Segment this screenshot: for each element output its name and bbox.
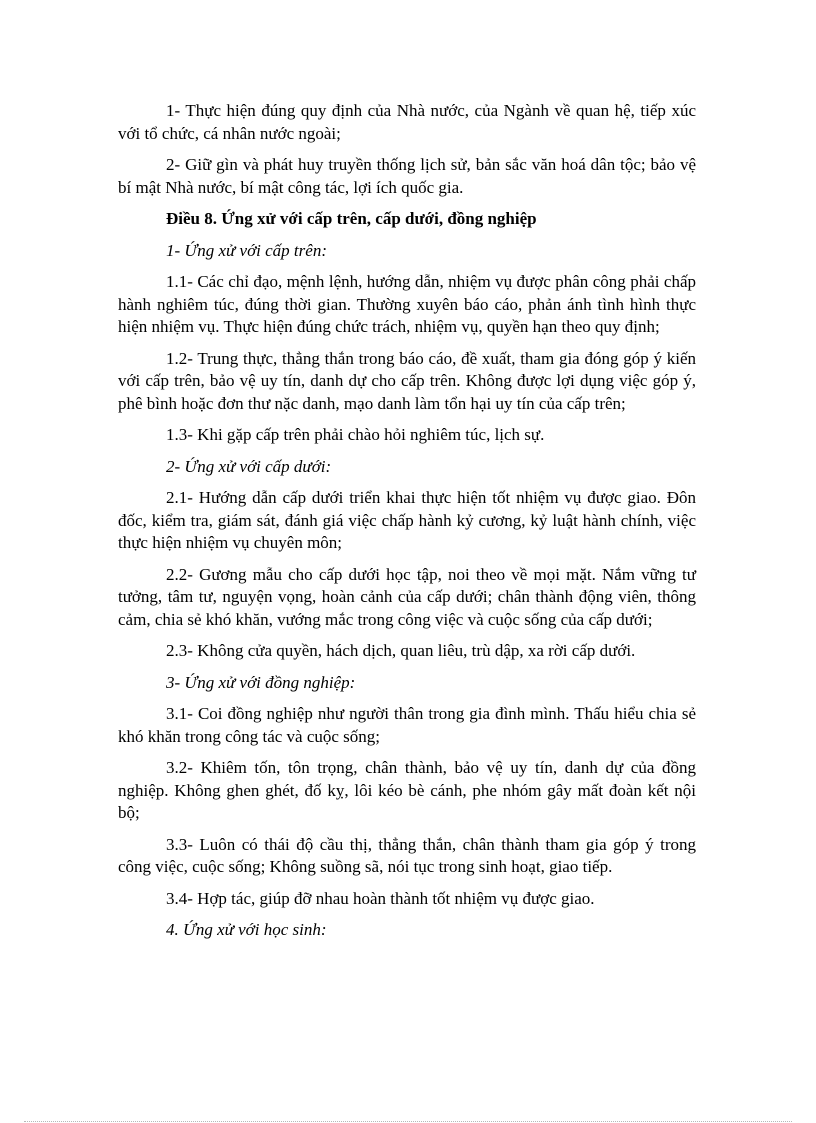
paragraph-1-1: 1.1- Các chỉ đạo, mệnh lệnh, hướng dẫn, nhiệm vụ được phân công phải chấp hành nghiêm túc, đúng thời gian. Thường xuyên báo cáo, phản ánh tình hình thực hiện nhiệm vụ. Thực hiện đúng chức trách, nhiệm vụ, quyền hạn theo quy định; <box>118 272 696 336</box>
article-8-heading: Điều 8. Ứng xử với cấp trên, cấp dưới, đồng nghiệp <box>166 209 537 228</box>
page-bottom-divider <box>24 1121 792 1122</box>
paragraph-3-4: 3.4- Hợp tác, giúp đỡ nhau hoàn thành tốt nhiệm vụ được giao. <box>166 888 595 908</box>
paragraph-2-2: 2.2- Gương mẫu cho cấp dưới học tập, noi theo về mọi mặt. Nắm vững tư tưởng, tâm tư, nguyện vọng, hoàn cảnh của cấp dưới; chân thành động viên, thông cảm, chia sẻ khó khăn, vướng mắc trong công việc và cuộc sống của cấp dưới; <box>118 564 696 629</box>
paragraph-3-1: 3.1- Coi đồng nghiệp như người thân trong gia đình mình. Thấu hiểu chia sẻ khó khăn trong công tác và cuộc sống; <box>118 704 696 746</box>
paragraph-3-3: 3.3- Luôn có thái độ cầu thị, thẳng thắn, chân thành tham gia góp ý trong công việc, cuộc sống; Không suồng sã, nói tục trong sinh hoạt, giao tiếp. <box>118 834 696 876</box>
paragraph-2-1: 2.1- Hướng dẫn cấp dưới triển khai thực hiện tốt nhiệm vụ được giao. Đôn đốc, kiểm tra, giám sát, đánh giá việc chấp hành kỷ cương, kỷ luật hành chính, việc thực hiện nhiệm vụ chuyên môn; <box>118 488 696 552</box>
subheading-students: 4. Ứng xử với học sinh: <box>166 920 327 939</box>
subheading-subordinates: 2- Ứng xử với cấp dưới: <box>166 456 332 476</box>
document-body <box>118 100 696 951</box>
paragraph-1-3: 1.3- Khi gặp cấp trên phải chào hỏi nghiêm túc, lịch sự. <box>166 425 545 444</box>
paragraph-2-3: 2.3- Không cửa quyền, hách dịch, quan liêu, trù dập, xa rời cấp dưới. <box>166 641 636 660</box>
paragraph-3-2: 3.2- Khiêm tốn, tôn trọng, chân thành, bảo vệ uy tín, danh dự của đồng nghiệp. Không ghen ghét, đố kỵ, lôi kéo bè cánh, phe nhóm gây mất đoàn kết nội bộ; <box>118 758 696 822</box>
paragraph-1-2: 1.2- Trung thực, thẳng thắn trong báo cáo, đề xuất, tham gia đóng góp ý kiến với cấp trên, bảo vệ uy tín, danh dự cho cấp trên. Không được lợi dụng việc góp ý, phê bình hoặc đơn thư nặc danh, mạo danh làm tổn hại uy tín của cấp trên; <box>118 348 696 413</box>
paragraph-clause-1: 1- Thực hiện đúng quy định của Nhà nước, của Ngành về quan hệ, tiếp xúc với tổ chức, cá nhân nước ngoài; <box>118 101 696 143</box>
subheading-colleagues: 3- Ứng xử với đồng nghiệp: <box>166 672 356 692</box>
paragraph-clause-2: 2- Giữ gìn và phát huy truyền thống lịch sử, bản sắc văn hoá dân tộc; bảo vệ bí mật Nhà nước, bí mật công tác, lợi ích quốc gia. <box>118 155 696 197</box>
subheading-superiors: 1- Ứng xử với cấp trên: <box>166 240 327 260</box>
